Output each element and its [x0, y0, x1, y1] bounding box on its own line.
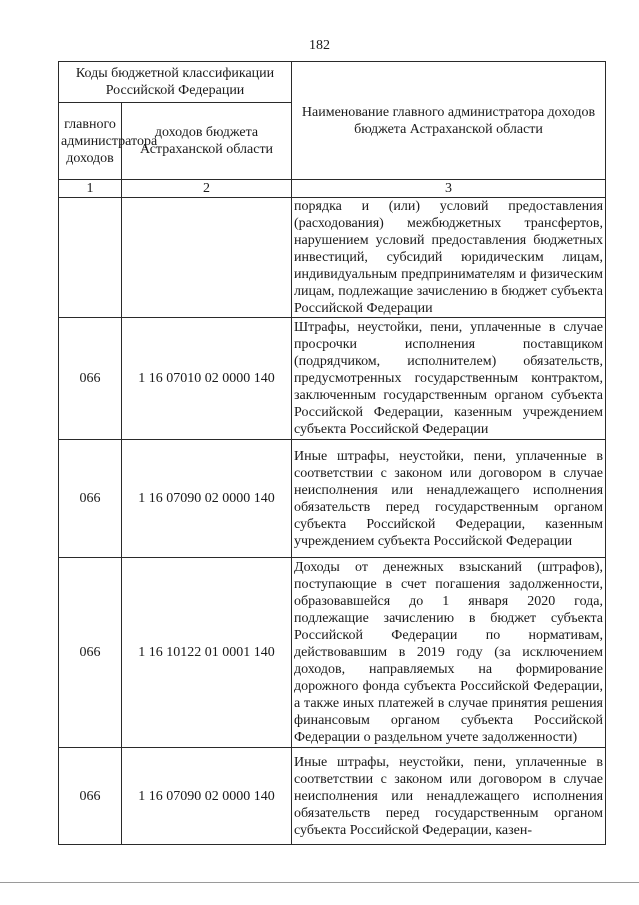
income-code-cell: 1 16 07090 02 0000 140	[122, 748, 292, 845]
table-row	[59, 748, 606, 845]
column-numbers-row	[59, 180, 606, 198]
header-admin-name: Наименование главного администратора доходов бюджета Астраханской области	[292, 62, 606, 180]
header-main-admin: главного администратора доходов	[59, 103, 122, 180]
admin-code-cell: 066	[59, 440, 122, 558]
column-number: 1	[59, 180, 122, 198]
income-code-cell: 1 16 07010 02 0000 140	[122, 318, 292, 440]
description-cell: Иные штрафы, неустойки, пени, уплаченные в соответствии с законом или договором в случае неисполнения или ненадлежащего исполнения обязательств перед государственным органом субъекта Российской Федерации, казенным учреждением субъекта Российской Федерации	[292, 440, 606, 558]
table-row	[59, 318, 606, 440]
column-number: 3	[292, 180, 606, 198]
table-row	[59, 558, 606, 748]
income-code-cell	[122, 198, 292, 318]
admin-code-cell: 066	[59, 748, 122, 845]
income-code-cell: 1 16 10122 01 0001 140	[122, 558, 292, 748]
income-code-cell: 1 16 07090 02 0000 140	[122, 440, 292, 558]
header-income-code: доходов бюджета Астраханской области	[122, 103, 292, 180]
table-row	[59, 440, 606, 558]
description-cell: порядка и (или) условий предоставления (расходования) межбюджетных трансфертов, нарушением условий предоставления бюджетных инвестиций, субсидий юридическим лицам, индивидуальным предпринимателям и физическим лицам, подлежащие зачислению в бюджет субъекта Российской Федерации	[292, 198, 606, 318]
header-codes-group: Коды бюджетной классификации Российской Федерации	[59, 62, 292, 103]
description-cell: Штрафы, неустойки, пени, уплаченные в случае просрочки исполнения поставщиком (подрядчиком, исполнителем) обязательств, предусмотренных государственным контрактом, заключенным государственным органом субъекта Российской Федерации, казенным учреждением субъекта Российской Федерации	[292, 318, 606, 440]
page-number: 182	[309, 38, 330, 53]
budget-classification-table	[58, 61, 606, 845]
admin-code-cell: 066	[59, 318, 122, 440]
column-number: 2	[122, 180, 292, 198]
page-bottom-rule	[0, 882, 639, 883]
admin-code-cell: 066	[59, 558, 122, 748]
description-cell: Доходы от денежных взысканий (штрафов), поступающие в счет погашения задолженности, образовавшейся до 1 января 2020 года, подлежащие зачислению в бюджет субъекта Российской Федерации по нормативам, действовавшим в 2019 году (за исключением доходов, направляемых на формирование дорожного фонда субъекта Российской Федерации, а также иных платежей в случае принятия решения финансовым органом субъекта Российской Федерации о раздельном учете задолженности)	[292, 558, 606, 748]
table-row	[59, 198, 606, 318]
admin-code-cell	[59, 198, 122, 318]
description-cell: Иные штрафы, неустойки, пени, уплаченные в соответствии с законом или договором в случае неисполнения или ненадлежащего исполнения обязательств перед государственным органом субъекта Российской Федерации, казен-	[292, 748, 606, 845]
